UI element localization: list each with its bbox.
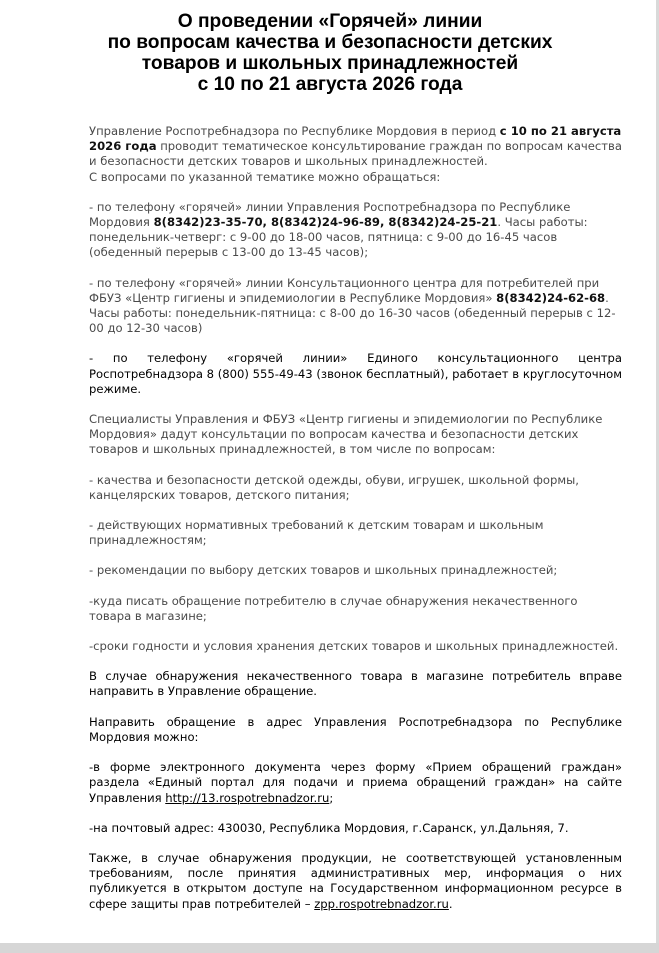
specialists-paragraph: Специалисты Управления и ФБУЗ «Центр гигиены и эпидемиологии по Республике Мордовия» дадут консультации по вопросам качества и безопасности детских товаров и школьных принадлежностей, в том числе по вопросам: (89, 412, 603, 457)
period-dates: с 10 по 21 августа 2026 года (89, 124, 622, 154)
contact-consult-center: - по телефону «горячей» линии Консультационного центра для потребителей при ФБУЗ «Центр гигиены и эпидемиологии в Республике Мордовия» 8(8342)24-62-68. Часы работы: понедельник-пятница: с 8-00 до 16-30 часов (обеденный перерыв с 12-00 до 12-30 часов) (89, 275, 616, 336)
page-bottom-edge (0, 943, 659, 953)
postal-paragraph: -на почтовый адрес: 430030, Республика Мордовия, г.Саранск, ул.Дальняя, 7. (89, 820, 569, 835)
complaint-paragraph: В случае обнаружения некачественного товара в магазине потребитель вправе направить в Управление обращение. (89, 669, 622, 699)
title-line-3: товаров и школьных принадлежностей (141, 53, 519, 74)
title-line-2: по вопросам качества и безопасности детских (107, 32, 553, 53)
electronic-paragraph: -в форме электронного документа через форму «Прием обращений граждан» раздела «Единый портал для подачи и приема обращений граждан» на сайте Управления http://13.rospotrebnadzor.ru; (89, 760, 622, 805)
title-line-1: О проведении «Горячей» линии (177, 11, 483, 32)
zpp-site-link[interactable]: zpp.rospotrebnadzor.ru (314, 896, 449, 911)
management-phones: 8(8342)23-35-70, 8(8342)24-96-89, 8(8342)24-25-21 (153, 215, 498, 230)
rospotrebnadzor-site-link[interactable]: http://13.rospotrebnadzor.ru (165, 790, 330, 805)
consult-center-phone: 8(8342)24-62-68 (496, 290, 606, 305)
contact-unified-center: - по телефону «горячей линии» Единого консультационного центра Роспотребнадзора 8 (800) 555-49-43 (звонок бесплатный), работает в круглосуточном режиме. (89, 351, 622, 396)
intro-paragraph: Управление Роспотребнадзора по Республике Мордовия в период с 10 по 21 августа 2026 года проводит тематическое консультирование граждан по вопросам качества и безопасности детских товаров и школьных принадлежностей. (89, 124, 622, 169)
also-paragraph: Также, в случае обнаружения продукции, не соответствующей установленным требованиям, после принятия административных мер, информация о них публикуется в открытом доступе на Государственном информационном ресурсе в сфере защиты прав потребителей – zpp.rospotrebnadzor.ru. (89, 850, 622, 911)
topic-item: - качества и безопасности детской одежды, обуви, игрушек, школьной формы, канцелярских товаров, детского питания; (89, 472, 579, 502)
contact-management-hotline: - по телефону «горячей» линии Управления Роспотребнадзора по Республике Мордовия 8(8342)23-35-70, 8(8342)24-96-89, 8(8342)24-25-21. Часы работы: понедельник-четверг: с 9-00 до 18-00 часов, пятница: с 9-00 до 16-45 часов (обеденный перерыв с 13-00 до 13-45 часов); (89, 199, 588, 260)
topic-item: -сроки годности и условия хранения детских товаров и школьных принадлежностей. (89, 639, 619, 654)
title-line-4: с 10 по 21 августа 2026 года (197, 74, 463, 95)
topic-item: - рекомендации по выбору детских товаров и школьных принадлежностей; (89, 563, 558, 578)
topic-item: -куда писать обращение потребителю в случае обнаружения некачественного товара в магазине; (89, 593, 578, 623)
intro-contact-line: С вопросами по указанной тематике можно обращаться: (89, 169, 441, 184)
send-paragraph: Направить обращение в адрес Управления Роспотребнадзора по Республике Мордовия можно: (89, 714, 622, 744)
document-title (40, 11, 620, 95)
document-body (89, 124, 622, 927)
topic-item: - действующих нормативных требований к детским товарам и школьным принадлежностям; (89, 518, 544, 548)
